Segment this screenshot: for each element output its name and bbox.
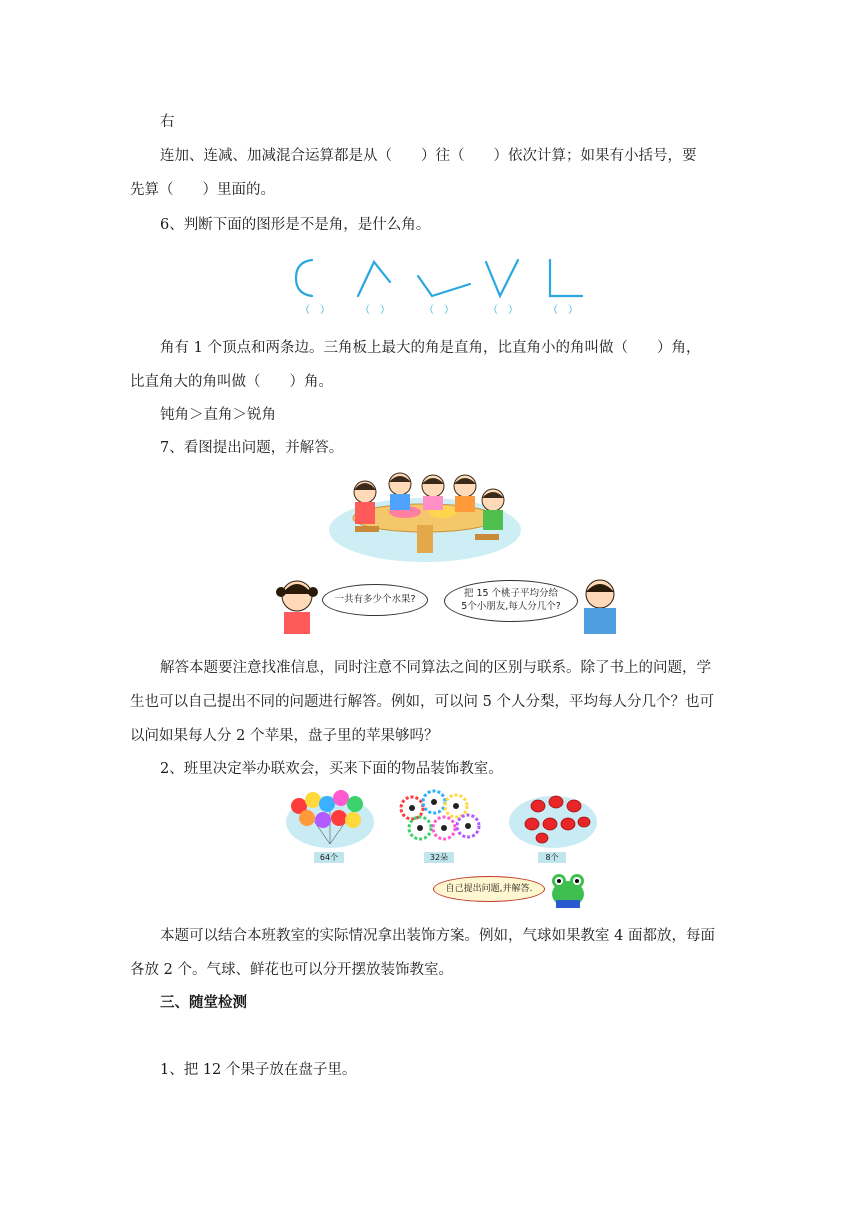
question-heading: 6、判断下面的图形是不是角，是什么角。 <box>160 217 431 233</box>
acute-angle-shape <box>486 260 518 296</box>
frog-illustration <box>548 870 588 910</box>
angle-answer-label: （ ） <box>360 305 390 316</box>
text-line: 钝角＞直角＞锐角 <box>160 407 276 423</box>
text-line: 比直角大的角叫做（ ）角。 <box>130 374 333 390</box>
angle-answer-label: （ ） <box>488 305 518 316</box>
boy-speech-text: 把 15 个桃子平均分给 <box>463 588 559 599</box>
balloons-count-label: 64个 <box>314 852 344 863</box>
question-heading: 1、把 12 个果子放在盘子里。 <box>160 1062 357 1078</box>
text-line: 各放 2 个。气球、鲜花也可以分开摆放装饰教室。 <box>130 962 453 978</box>
text-line: 连加、连减、加减混合运算都是从（ ）往（ ）依次计算；如果有小括号，要 <box>160 148 697 164</box>
flowers-count-label: 32朵 <box>424 852 454 863</box>
right-angle-shape <box>550 260 582 296</box>
girl-speech-bubble <box>322 584 428 616</box>
angle-answer-label: （ ） <box>300 305 330 316</box>
lanterns-illustration <box>508 790 598 848</box>
text-line: 右 <box>160 114 175 130</box>
text-line: 以问如果每人分 2 个苹果，盘子里的苹果够吗？ <box>130 728 439 744</box>
boy-speech-bubble <box>444 580 578 622</box>
girl-speech-text: 一共有多少个水果? <box>334 594 416 605</box>
boy-illustration <box>578 574 622 636</box>
text-line: 解答本题要注意找准信息，同时注意不同算法之间的区别与联系。除了书上的问题，学 <box>160 660 711 676</box>
balloons-illustration <box>285 788 375 850</box>
boy-speech-text: 5个小朋友,每人分几个? <box>461 601 561 612</box>
angle-answer-label: （ ） <box>424 305 454 316</box>
frog-speech-text: 自己提出问题,并解答. <box>445 884 533 894</box>
curve-shape <box>296 260 312 296</box>
lanterns-count-label: 8个 <box>538 852 566 863</box>
frog-speech-bubble <box>433 876 545 902</box>
obtuse-angle-shape <box>418 276 470 296</box>
question-heading: 2、班里决定举办联欢会，买来下面的物品装饰教室。 <box>160 761 503 777</box>
text-line: 角有 1 个顶点和两条边。三角板上最大的角是直角，比直角小的角叫做（ ）角， <box>160 340 701 356</box>
text-line: 本题可以结合本班教室的实际情况拿出装饰方案。例如，气球如果教室 4 面都放，每面 <box>160 928 715 944</box>
acute-angle-shape <box>358 262 390 296</box>
flowers-illustration <box>394 788 484 848</box>
text-line: 生也可以自己提出不同的问题进行解答。例如，可以问 5 个人分梨，平均每人分几个？也可 <box>130 694 714 710</box>
section-heading: 三、随堂检测 <box>160 995 247 1011</box>
girl-illustration <box>272 574 322 636</box>
text-line: 先算（ ）里面的。 <box>130 182 275 198</box>
children-table-illustration <box>325 470 525 565</box>
question-heading: 7、看图提出问题，并解答。 <box>160 440 344 456</box>
angle-answer-label: （ ） <box>548 305 578 316</box>
